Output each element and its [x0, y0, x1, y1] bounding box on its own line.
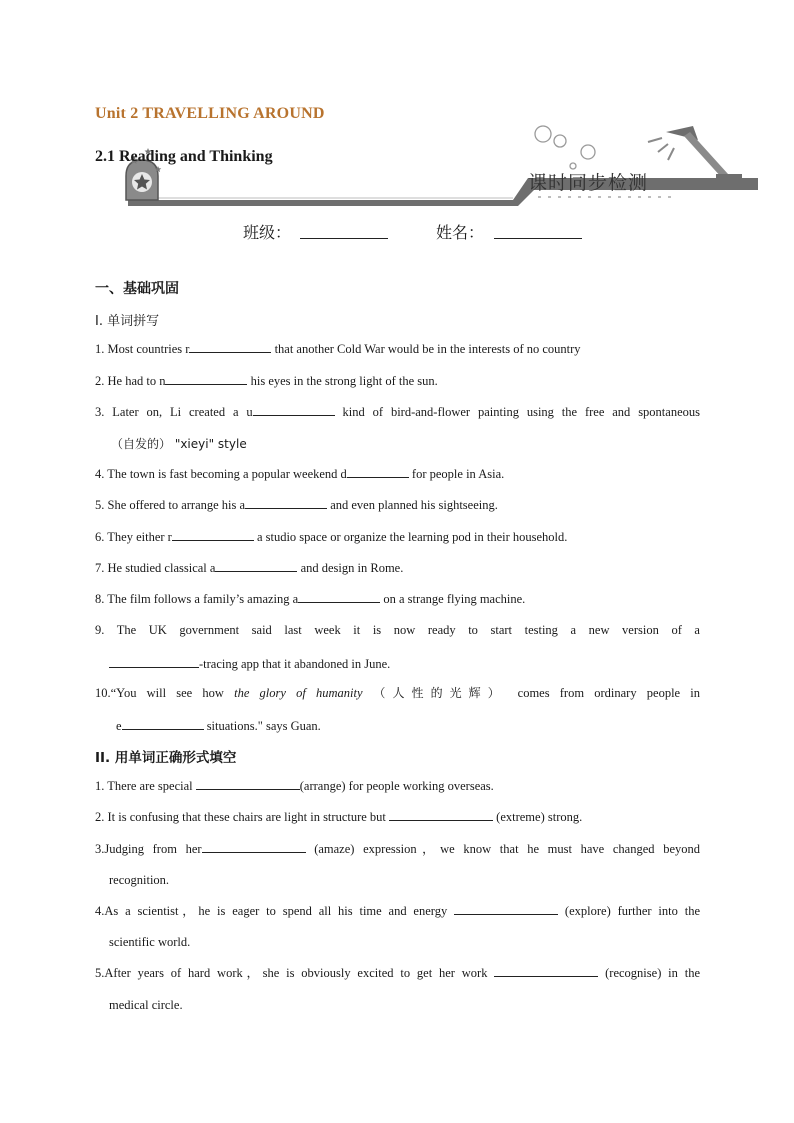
- question-italic-text: the glory of humanity: [234, 686, 363, 700]
- part1-title: I. 单词拼写: [95, 314, 160, 329]
- fill-question-4-continued: scientific world.: [109, 935, 191, 949]
- answer-blank[interactable]: [202, 840, 306, 853]
- question-text: and even planned his sightseeing.: [327, 498, 498, 512]
- fill-question-4: [95, 896, 700, 927]
- answer-blank[interactable]: [245, 496, 327, 509]
- answer-blank[interactable]: [165, 372, 247, 385]
- lamp-icon: [648, 126, 742, 180]
- question-chinese-note: （人性的光辉）: [362, 686, 518, 700]
- question-9-continued: [109, 655, 390, 672]
- answer-blank[interactable]: [172, 528, 254, 541]
- answer-blank[interactable]: [298, 590, 380, 603]
- fill-question-1: [95, 771, 700, 802]
- name-input[interactable]: [494, 220, 582, 239]
- question-text: his eyes in the strong light of the sun.: [247, 374, 438, 388]
- class-label: 班级：: [243, 223, 292, 242]
- question-text: 7. He studied classical a: [95, 561, 216, 575]
- fill-question-3-continued: recognition.: [109, 873, 170, 887]
- question-1: [95, 334, 700, 365]
- question-5: [95, 490, 700, 521]
- question-text: 2. It is confusing that these chairs are light in structure but: [95, 810, 390, 824]
- question-text: (amaze) expression，we know that he must have changed beyond: [305, 842, 700, 856]
- question-10: [95, 678, 700, 709]
- question-text: 1. Most countries r: [95, 342, 190, 356]
- question-text: 8. The film follows a family’s amazing a: [95, 592, 299, 606]
- section-title: 一、基础巩固: [95, 281, 179, 297]
- question-text: 4.As a scientist，he is eager to spend all his time and energy: [95, 904, 455, 918]
- answer-blank[interactable]: [196, 777, 300, 790]
- question-6: [95, 522, 700, 553]
- name-label: 姓名：: [436, 223, 485, 242]
- question-text: 2. He had to n: [95, 374, 166, 388]
- question-text: (arrange) for people working overseas.: [299, 779, 494, 793]
- question-text: and design in Rome.: [297, 561, 404, 575]
- answer-blank[interactable]: [494, 964, 598, 977]
- question-text: 10.“You will see how: [95, 686, 235, 700]
- question-2: [95, 366, 700, 397]
- unit-title: Unit 2 TRAVELLING AROUND: [95, 105, 325, 122]
- question-4: [95, 459, 700, 490]
- fill-question-2: [95, 802, 700, 833]
- question-8: [95, 584, 700, 615]
- question-text: (extreme) strong.: [493, 810, 583, 824]
- lesson-title: 2.1 Reading and Thinking: [95, 148, 273, 165]
- answer-blank[interactable]: [215, 559, 297, 572]
- question-text: 5.After years of hard work，she is obviously excited to get her work: [95, 966, 495, 980]
- answer-blank[interactable]: [109, 655, 199, 668]
- question-text: e: [116, 719, 122, 733]
- answer-blank[interactable]: [253, 403, 335, 416]
- question-text: a studio space or organize the learning pod in their household.: [253, 530, 568, 544]
- question-3-continued: （自发的） "xieyi" style: [111, 437, 247, 451]
- question-text: 4. The town is fast becoming a popular weekend d: [95, 467, 347, 481]
- question-text: 3. Later on, Li created a u: [95, 405, 253, 419]
- question-text: 6. They either r: [95, 530, 172, 544]
- question-text: 9. The UK government said last week it is now ready to start testing a new version of a: [95, 623, 700, 637]
- answer-blank[interactable]: [454, 902, 558, 915]
- fill-question-3: [95, 834, 700, 865]
- answer-blank[interactable]: [122, 717, 204, 730]
- part2-title: II. 用单词正确形式填空: [95, 750, 237, 766]
- question-text: comes from ordinary people in: [517, 686, 700, 700]
- fill-question-5-continued: medical circle.: [109, 998, 183, 1012]
- question-text: on a strange flying machine.: [380, 592, 526, 606]
- question-text: for people in Asia.: [408, 467, 505, 481]
- banner-decoration: [118, 118, 768, 218]
- bubbles-icon: [535, 126, 595, 169]
- answer-blank[interactable]: [389, 808, 493, 821]
- question-text: 3.Judging from her: [95, 842, 202, 856]
- question-text: that another Cold War would be in the interests of no country: [271, 342, 581, 356]
- question-10-continued: [116, 717, 321, 734]
- answer-blank[interactable]: [347, 465, 409, 478]
- question-3: [95, 397, 700, 428]
- question-7: [95, 553, 700, 584]
- question-text: situations." says Guan.: [203, 719, 321, 733]
- question-text: 5. She offered to arrange his a: [95, 498, 246, 512]
- question-text: 1. There are special: [95, 779, 196, 793]
- answer-blank[interactable]: [189, 340, 271, 353]
- question-text: -tracing app that it abandoned in June.: [199, 657, 391, 671]
- question-9: [95, 615, 700, 646]
- class-input[interactable]: [300, 220, 388, 239]
- question-text: (recognise) in the: [598, 966, 701, 980]
- question-text: kind of bird-and-flower painting using the free and spontaneous: [334, 405, 700, 419]
- question-text: (explore) further into the: [558, 904, 700, 918]
- fill-question-5: [95, 958, 700, 989]
- banner-text: 课时同步检测: [528, 172, 649, 194]
